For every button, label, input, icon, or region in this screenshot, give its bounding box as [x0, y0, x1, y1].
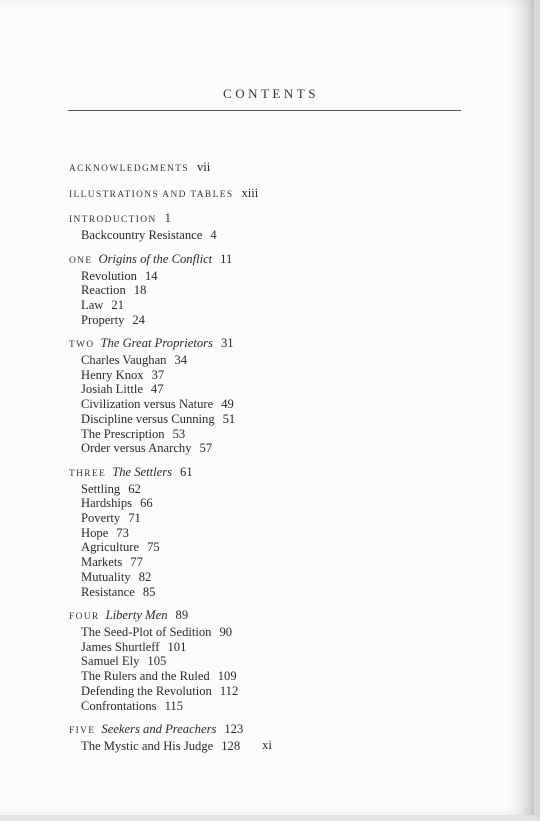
subentry-title: Markets	[81, 555, 123, 570]
subentry-title: Law	[81, 297, 104, 312]
entry-page: xiii	[241, 185, 259, 200]
entry-label: ILLUSTRATIONS AND TABLES	[69, 189, 234, 200]
chapter-title: The Settlers	[112, 464, 173, 479]
chapter-title: The Great Proprietors	[100, 336, 213, 351]
toc-entry	[69, 211, 499, 228]
chapter-title: Seekers and Preachers	[101, 722, 217, 737]
subentry-title: Josiah Little	[81, 382, 143, 397]
subentry-page: 24	[132, 312, 145, 327]
chapter-number: ONE	[69, 255, 93, 266]
chapter-number: FIVE	[69, 726, 96, 737]
chapter-page: 89	[175, 608, 189, 623]
subentry-page: 51	[222, 411, 236, 426]
subentry-title: Backcountry Resistance	[81, 228, 203, 243]
table-of-contents	[69, 160, 499, 763]
toc-subentry	[69, 669, 499, 684]
chapter-two	[69, 336, 499, 456]
page-edge-shadow	[508, 0, 534, 815]
subentry-title: Hardships	[81, 496, 133, 511]
subentry-title: The Seed-Plot of Sedition	[81, 624, 212, 639]
toc-subentry	[69, 585, 499, 600]
toc-subentry	[69, 368, 499, 383]
chapter-one	[69, 252, 499, 328]
subentry-title: Civilization versus Nature	[81, 397, 214, 412]
subentry-page: 4	[210, 228, 217, 243]
subentry-title: The Mystic and His Judge	[81, 738, 214, 753]
toc-subentry	[69, 397, 499, 412]
subentry-page: 77	[130, 555, 143, 570]
entry-page: 1	[164, 211, 171, 226]
front-matter-illustrations	[69, 186, 499, 203]
subentry-title: Poverty	[81, 511, 121, 526]
toc-subentry	[69, 313, 499, 328]
chapter-list	[69, 252, 499, 754]
subentry-page: 112	[219, 683, 239, 698]
subentry-page: 101	[167, 639, 187, 654]
toc-subentry	[69, 441, 499, 456]
chapter-title: Origins of the Conflict	[98, 251, 213, 266]
page-number: xi	[262, 738, 272, 752]
subentry-page: 115	[164, 698, 183, 713]
subentry-title: The Prescription	[81, 426, 165, 441]
entry-label: ACKNOWLEDGMENTS	[69, 164, 189, 174]
subentry-title: Confrontations	[81, 698, 157, 713]
subentry-title: Hope	[81, 525, 109, 540]
toc-entry	[69, 160, 499, 177]
chapter-four	[69, 608, 499, 713]
chapter-heading	[69, 722, 499, 739]
toc-subentry	[69, 625, 499, 640]
subentry-title: Revolution	[81, 268, 137, 283]
subentry-title: James Shurtleff	[81, 639, 160, 654]
chapter-heading	[69, 608, 499, 625]
toc-entry	[69, 186, 499, 203]
subentry-page: 53	[172, 426, 186, 441]
subentry-page: 66	[140, 496, 153, 511]
subentry-title: Reaction	[81, 283, 126, 298]
subentry-page: 14	[144, 268, 158, 283]
subentry-title: The Rulers and the Ruled	[81, 669, 210, 684]
entry-page: vii	[196, 160, 211, 174]
toc-subentry	[69, 382, 499, 397]
subentry-title: Order versus Anarchy	[81, 441, 192, 456]
toc-subentry	[69, 298, 499, 313]
subentry-page: 82	[138, 569, 152, 584]
toc-subentry	[69, 228, 499, 243]
subentry-page: 18	[133, 283, 147, 298]
subentry-title: Property	[81, 312, 125, 327]
subentry-title: Defending the Revolution	[81, 683, 212, 698]
chapter-title: Liberty Men	[105, 608, 168, 623]
subentry-page: 105	[147, 654, 167, 669]
chapter-three	[69, 465, 499, 599]
subentry-page: 47	[150, 382, 164, 397]
toc-subentry	[69, 427, 499, 442]
subentry-title: Samuel Ely	[81, 654, 140, 669]
toc-subentry	[69, 540, 499, 555]
chapter-number: TWO	[69, 340, 95, 351]
toc-subentry	[69, 412, 499, 427]
subentry-page: 49	[221, 397, 234, 412]
introduction-group	[69, 211, 499, 242]
subentry-page: 37	[151, 367, 165, 382]
chapter-page: 123	[224, 722, 244, 737]
chapter-heading	[69, 465, 499, 482]
toc-subentry	[69, 699, 499, 714]
subentry-page: 62	[128, 481, 141, 496]
toc-subentry	[69, 570, 499, 585]
subentry-page: 90	[219, 624, 233, 639]
front-matter-acknowledgments	[69, 160, 499, 177]
heading-rule	[68, 110, 461, 111]
contents-heading: CONTENTS	[223, 86, 319, 101]
subentry-title: Agriculture	[81, 540, 140, 555]
subentry-page: 109	[217, 669, 237, 684]
chapter-page: 61	[180, 464, 193, 479]
entry-label: INTRODUCTION	[69, 215, 157, 226]
toc-subentry	[69, 640, 499, 655]
chapter-number: FOUR	[69, 612, 100, 623]
subentry-title: Charles Vaughan	[81, 353, 167, 368]
chapter-page: 11	[220, 251, 233, 266]
toc-subentry	[69, 283, 499, 298]
subentry-page: 75	[147, 540, 160, 555]
chapter-number: THREE	[69, 468, 107, 479]
toc-subentry	[69, 353, 499, 368]
subentry-title: Henry Knox	[81, 367, 144, 382]
subentry-title: Settling	[81, 481, 121, 496]
toc-subentry	[69, 684, 499, 699]
subentry-page: 21	[111, 297, 124, 312]
chapter-heading	[69, 252, 499, 269]
toc-subentry	[69, 555, 499, 570]
subentry-page: 128	[221, 738, 241, 753]
toc-subentry	[69, 526, 499, 541]
subentry-title: Resistance	[81, 584, 135, 599]
subentry-title: Discipline versus Cunning	[81, 411, 215, 426]
subentry-page: 57	[199, 441, 213, 456]
subentry-page: 71	[128, 511, 141, 526]
toc-subentry	[69, 496, 499, 511]
toc-subentry	[69, 654, 499, 669]
chapter-heading	[69, 336, 499, 353]
subentry-page: 85	[142, 584, 156, 599]
subentry-page: 34	[174, 353, 188, 368]
subentry-page: 73	[116, 525, 129, 540]
toc-subentry	[69, 269, 499, 284]
toc-subentry	[69, 511, 499, 526]
subentry-title: Mutuality	[81, 569, 131, 584]
toc-subentry	[69, 482, 499, 497]
chapter-page: 31	[220, 336, 234, 351]
